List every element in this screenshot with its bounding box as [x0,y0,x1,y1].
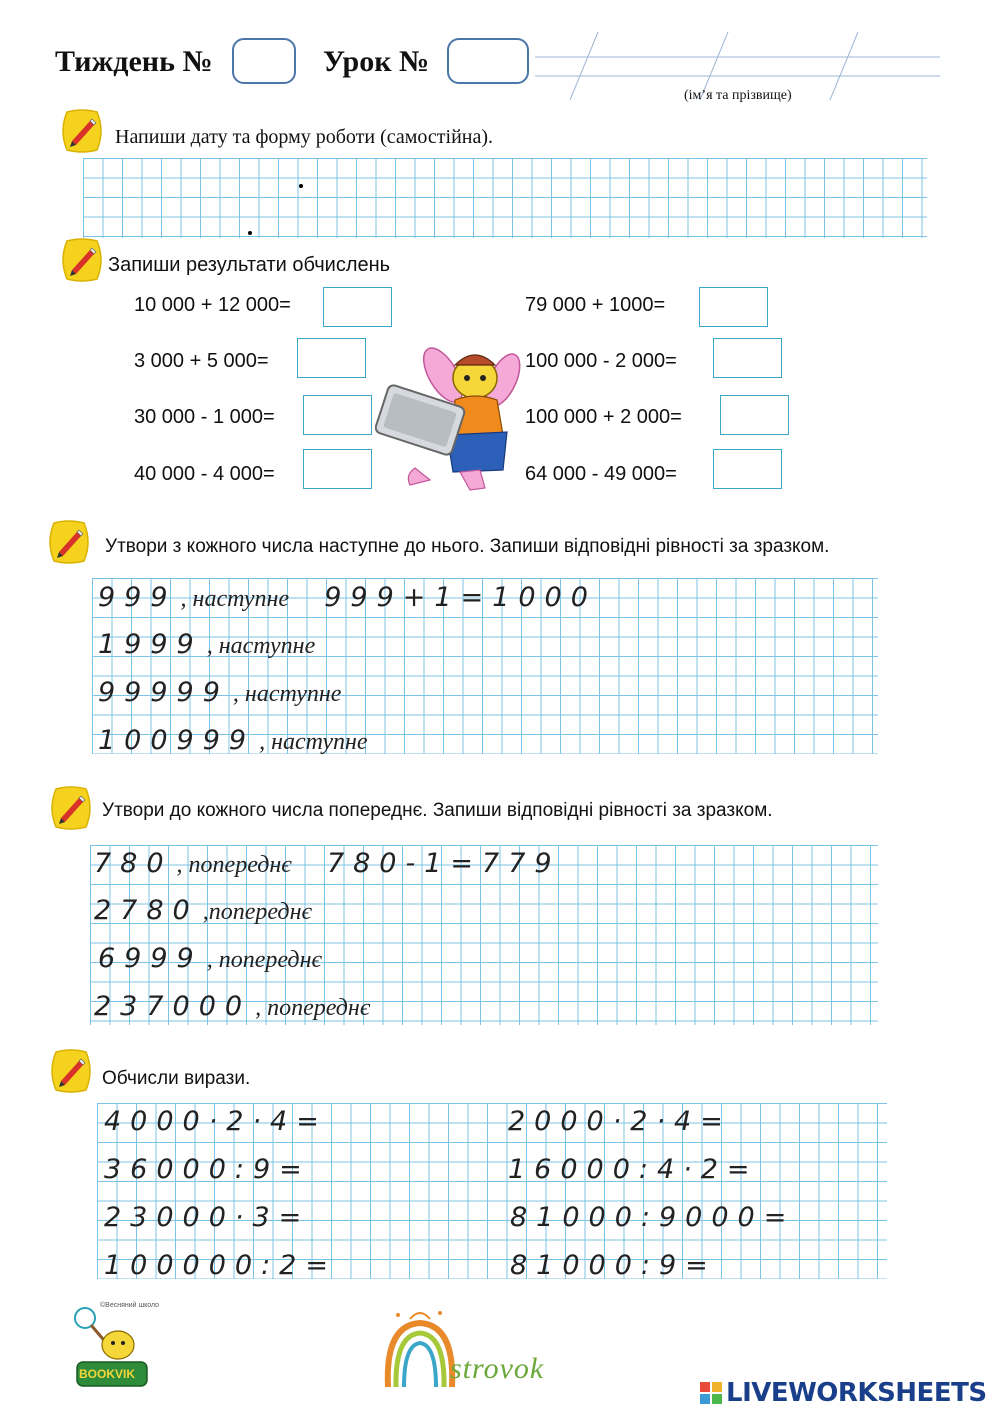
expression-label: 40 000 - 4 000= [134,463,275,485]
mascot-with-tablet-illustration [375,340,525,500]
expression-label: 79 000 + 1000= [525,294,666,316]
answer-field[interactable] [720,395,789,435]
pencil-icon [59,237,105,283]
task1-instruction: Напиши дату та форму роботи (самостійна). [115,126,494,148]
pencil-icon [48,1048,94,1094]
task1-writing-grid[interactable] [83,158,927,238]
expression-right: 16000:4·2= [508,1154,759,1185]
name-field[interactable] [535,50,935,80]
pencil-icon [46,519,92,565]
answer-field[interactable] [323,287,392,327]
bookvik-logo-text: BOOKVIK [79,1367,136,1381]
answer-field[interactable] [699,287,768,327]
handwritten-row: 100999 , наступне [98,725,368,756]
grid-dot [248,231,252,235]
expression-left: 23000·3= [104,1202,311,1233]
ostrovok-logo [380,1305,460,1390]
task5-instruction: Обчисли вирази. [102,1068,251,1089]
expression-label: 64 000 - 49 000= [525,463,677,485]
pencil-icon [48,785,94,831]
ostrovok-logo-text: strovok [450,1352,545,1385]
name-caption: (імʼя та прізвище) [684,88,792,103]
answer-field[interactable] [713,338,782,378]
lesson-number-field[interactable] [447,38,529,84]
handwritten-row: 2780 ,попереднє [94,895,312,926]
expression-right: 2000·2·4= [508,1106,732,1137]
expression-label: 10 000 + 12 000= [134,294,291,316]
pencil-icon [59,108,105,154]
answer-field[interactable] [297,338,366,378]
liveworksheets-logo[interactable]: LIVEWORKSHEETS [726,1378,987,1408]
handwritten-row: 1999 , наступне [98,629,316,660]
expression-label: 100 000 - 2 000= [525,350,677,372]
expression-right: 81000:9= [510,1250,717,1281]
expression-label: 100 000 + 2 000= [525,406,682,428]
task2-instruction: Запиши результати обчислень [108,254,391,276]
lesson-label: Урок № [323,45,430,78]
week-number-field[interactable] [232,38,296,84]
task4-instruction: Утвори до кожного числа попереднє. Запиши відповідні рівності за зразком. [102,800,773,821]
expression-left: 100000:2= [104,1250,337,1281]
handwritten-row: 99999 , наступне [98,677,342,708]
answer-field[interactable] [713,449,782,489]
handwritten-row: 999 , наступне 999+1=1000 [98,582,597,613]
copyright-note: ©Весняний школо [100,1302,160,1309]
liveworksheets-logo-icon [700,1382,722,1404]
handwritten-row: 6999 , попереднє [98,943,322,974]
expression-left: 36000:9= [104,1154,311,1185]
task3-instruction: Утвори з кожного числа наступне до нього. Запиши відповідні рівності за зразком. [105,536,830,557]
expression-label: 30 000 - 1 000= [134,406,275,428]
expression-left: 4000·2·4= [104,1106,328,1137]
expression-label: 3 000 + 5 000= [134,350,269,372]
answer-field[interactable] [303,395,372,435]
expression-right: 81000:9000= [510,1202,796,1233]
answer-field[interactable] [303,449,372,489]
grid-dot [299,184,303,188]
handwritten-row: 237000 , попереднє [94,991,371,1022]
week-label: Тиждень № [55,45,213,78]
handwritten-row: 780 , попереднє 780-1=779 [94,848,561,879]
